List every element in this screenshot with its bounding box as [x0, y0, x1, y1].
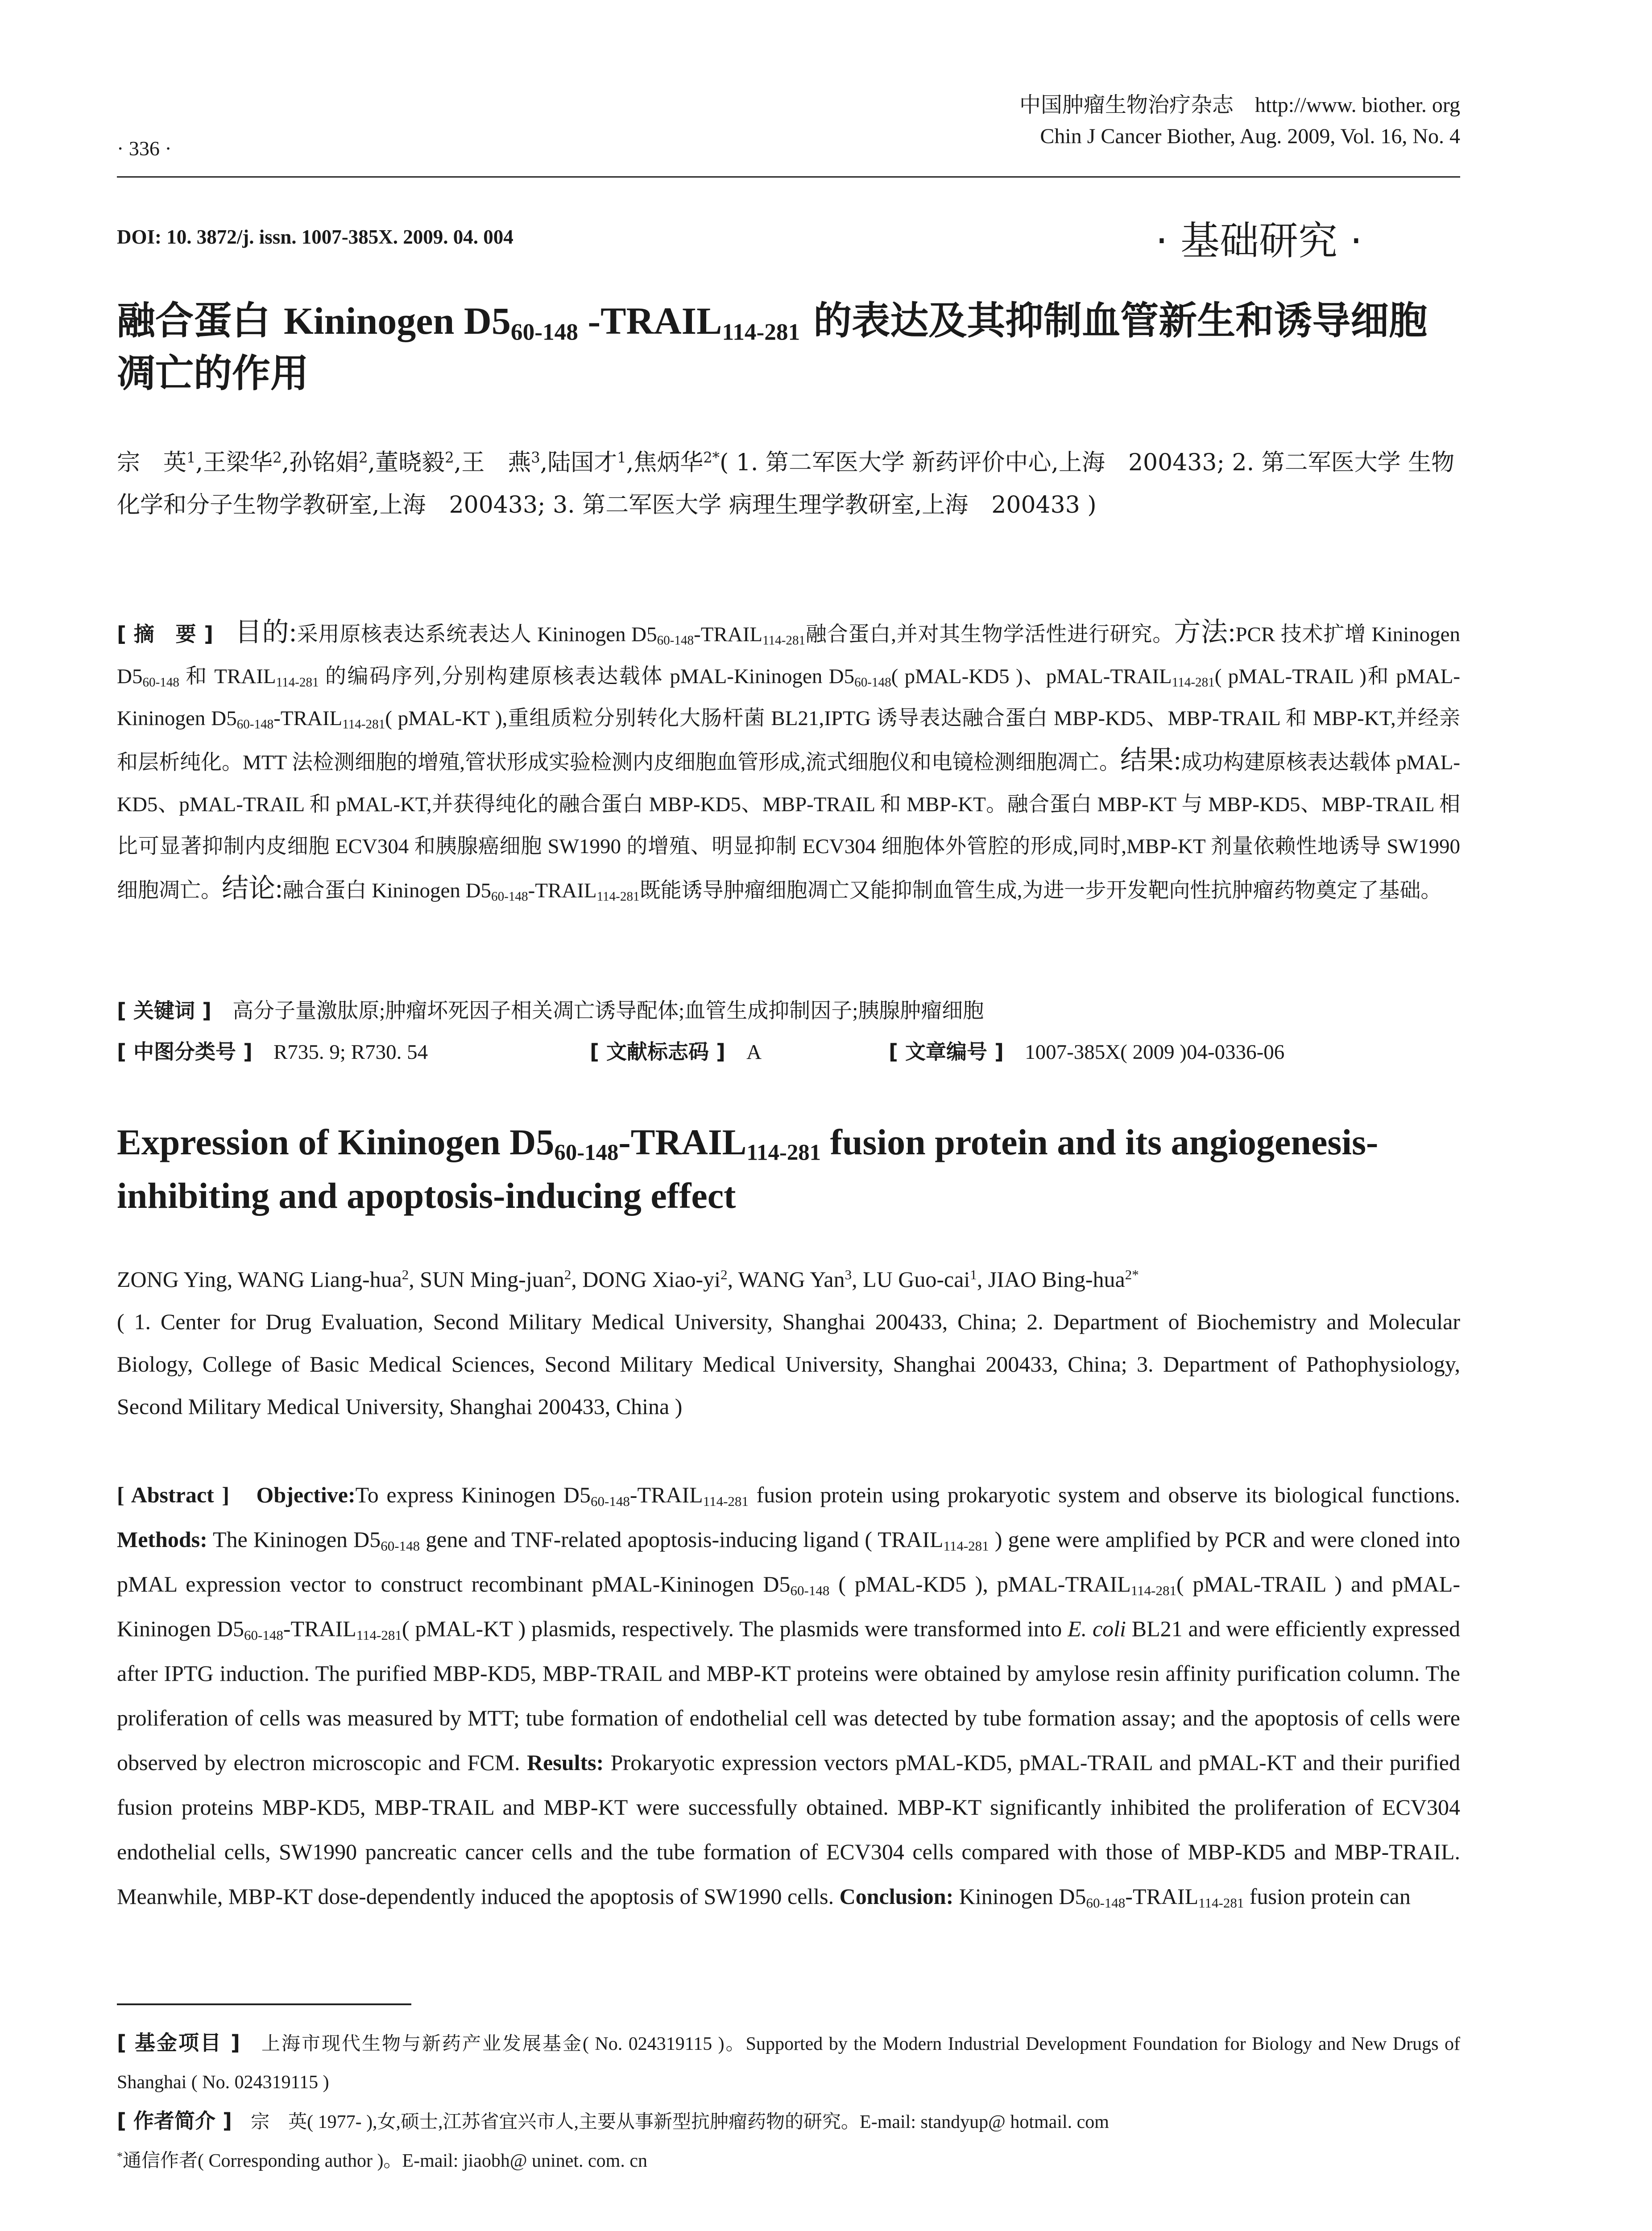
title-en: [117, 1116, 1464, 1223]
affil-mark: 1: [186, 449, 196, 466]
affil-mark: 1: [970, 1266, 977, 1282]
abstract-cn-heading: 方法:: [1174, 618, 1236, 647]
doi: DOI: 10. 3872/j. issn. 1007-385X. 2009. 04. 004: [117, 226, 513, 248]
journal-url: http://www. biother. org: [1255, 93, 1460, 117]
abstract-en-text: ( pMAL-KT ) plasmids, respectively. The plasmids were transformed into: [402, 1616, 1068, 1641]
abstract-en: [117, 1472, 1460, 1919]
abstract-cn-text: ( pMAL-TRAIL )和 pMAL-Kininogen D5: [117, 665, 1461, 730]
abstract-en-tag: [ Abstract ]: [117, 1482, 230, 1507]
affil-mark: 2: [402, 1266, 409, 1282]
keywords-tag: [ 关键词 ]: [117, 999, 212, 1023]
journal-name-cn: 中国肿瘤生物治疗杂志: [1019, 93, 1234, 117]
subscript: 114-281: [762, 633, 806, 648]
title-en-part: fusion protein and its angiogenesis-inhibiting and apoptosis-inducing effect: [117, 1122, 1379, 1216]
keywords-text: 高分子量激肽原;肿瘤坏死因子相关凋亡诱导配体;血管生成抑制因子;胰腺肿瘤细胞: [232, 999, 984, 1023]
abstract-cn-text: 既能诱导肿瘤细胞凋亡又能抑制血管生成,为进一步开发靶向性抗肿瘤药物奠定了基础。: [639, 879, 1442, 902]
subscript: 60-148: [491, 889, 528, 904]
abstract-en-text: Prokaryotic expression vectors pMAL-KD5, pMAL-TRAIL and pMAL-KT and their purified fusion proteins MBP-KD5, MBP-TRAIL and MBP-KT were successfully obtained. MBP-KT significantly inhibited the proliferation of ECV304 endothelial cells, SW1990 pancreatic cancer cells and the tube formation of ECV304 cells compared with those of MBP-KD5 and MBP-TRAIL. Meanwhile, MBP-KT dose-dependently induced the apoptosis of SW1990 cells.: [117, 1750, 1460, 1909]
abstract-en-text: ) gene were amplified by PCR and were cloned into pMAL expression vector to construct recombinant pMAL-Kininogen D5: [117, 1527, 1460, 1597]
funding-text: 上海市现代生物与新药产业发展基金( No. 024319115 )。Supported by the Modern Industrial Development Foundation for Biology and New Drugs of Shanghai ( No. 024319115 ): [117, 2034, 1461, 2093]
abstract-en-heading: Methods:: [117, 1527, 207, 1552]
journal-header-cn: [1019, 87, 1460, 118]
title-cn: [117, 294, 1464, 400]
author-name: ,孙铭娟: [282, 449, 359, 476]
subscript: 60-148: [236, 717, 274, 732]
title-en-sub: 114-281: [746, 1140, 821, 1165]
abstract-en-text: fusion protein using prokaryotic system and observe its biological functions.: [748, 1482, 1460, 1507]
author-name: , JIAO Bing-hua: [977, 1267, 1125, 1292]
doc-code-value: A: [746, 1041, 762, 1064]
title-cn-part: 的表达及其抑制血管新生和诱导细胞凋亡的作用: [117, 299, 1428, 396]
affil-mark: 2*: [703, 449, 720, 466]
footnote-author-bio: [117, 2102, 1460, 2141]
abstract-cn-text: -TRAIL: [273, 707, 343, 730]
article-number-field: [889, 1035, 1284, 1065]
abstract-en-heading: Results:: [527, 1750, 604, 1775]
author-name: 宗 英: [117, 449, 187, 476]
subscript: 60-148: [1086, 1895, 1126, 1911]
subscript: 114-281: [276, 675, 319, 690]
journal-header-en: Chin J Cancer Biother, Aug. 2009, Vol. 16, No. 4: [1040, 124, 1460, 148]
abstract-en-heading: Objective:: [256, 1482, 356, 1507]
abstract-cn-text: ( pMAL-KT ),重组质粒分别转化大肠杆菌 BL21,IPTG 诱导表达融合蛋白 MBP-KD5、MBP-TRAIL 和 MBP-KT,并经亲和层析纯化。MTT 法检测细胞的增殖,管状形成实验检测内皮细胞血管形成,流式细胞仪和电镜检测细胞凋亡。: [117, 707, 1460, 774]
abstract-cn-text: -TRAIL: [528, 879, 597, 902]
abstract-en-text: -TRAIL: [1125, 1884, 1199, 1909]
affil-mark: 3: [531, 449, 540, 466]
abstract-cn-text: PCR 技术扩增 Kininogen D5: [117, 623, 1460, 688]
abstract-cn-text: 的编码序列,分别构建原核表达载体 pMAL-Kininogen D5: [319, 665, 855, 688]
authors-cn: [117, 442, 1464, 527]
author-name: ,董晓毅: [368, 449, 445, 476]
author-name: ,焦炳华: [626, 449, 704, 476]
abstract-en-text: -TRAIL: [283, 1616, 356, 1641]
subscript: 114-281: [1130, 1582, 1176, 1598]
abstract-cn-text: -TRAIL: [694, 623, 763, 646]
footnote-divider: [117, 2003, 411, 2005]
affil-mark: 3: [845, 1266, 852, 1282]
subscript: 60-148: [657, 633, 694, 648]
affiliations-cn: ( 1. 第二军医大学 新药评价中心,上海 200433; 2. 第二军医大学 生物化学和分子生物学教研室,上海 200433; 3. 第二军医大学 病理生理学教研室,上海 200433 ): [117, 449, 1455, 518]
affil-mark: 2: [273, 449, 282, 466]
subscript: 60-148: [790, 1582, 830, 1598]
subscript: 60-148: [854, 675, 891, 690]
abstract-cn-text: ( pMAL-KD5 )、pMAL-TRAIL: [891, 665, 1172, 688]
author-bio-tag: [ 作者简介 ]: [117, 2109, 232, 2133]
title-cn-sub: 114-281: [722, 318, 800, 345]
author-name: , WANG Yan: [727, 1267, 845, 1292]
subscript: 60-148: [142, 675, 179, 690]
affil-mark: 2: [720, 1266, 728, 1282]
authors-en: [117, 1258, 1460, 1428]
subscript: 114-281: [943, 1538, 989, 1554]
abstract-cn-heading: 结论:: [222, 874, 283, 903]
author-name: , DONG Xiao-yi: [571, 1267, 721, 1292]
abstract-en-text: fusion protein can: [1244, 1884, 1411, 1909]
corresponding-mark: *: [117, 2150, 123, 2163]
subscript: 60-148: [591, 1493, 630, 1509]
abstract-en-text: To express Kininogen D5: [355, 1482, 591, 1507]
subscript: 114-281: [1172, 675, 1215, 690]
article-number-tag: [ 文章编号 ]: [889, 1040, 1004, 1064]
title-cn-part: Kininogen D5: [283, 299, 511, 342]
article-number-value: 1007-385X( 2009 )04-0336-06: [1025, 1041, 1285, 1064]
abstract-cn: [117, 611, 1460, 912]
doc-code-tag: [ 文献标志码 ]: [590, 1040, 726, 1064]
subscript: 114-281: [342, 717, 385, 732]
affil-mark: 2*: [1125, 1266, 1139, 1282]
abstract-en-text: -TRAIL: [629, 1482, 703, 1507]
abstract-en-text: BL21 and were efficiently expressed after IPTG induction. The purified MBP-KD5, MBP-TRAIL and MBP-KT proteins were obtained by amylose resin affinity purification column. The proliferation of cells was measured by MTT; tube formation of endothelial cell was detected by tube formation assay; and the apoptosis of cells were observed by electron microscopic and FCM.: [117, 1616, 1460, 1775]
affil-mark: 2: [564, 1266, 571, 1282]
footnote-funding: [117, 2024, 1460, 2102]
subscript: 114-281: [356, 1627, 402, 1643]
author-name: , SUN Ming-juan: [409, 1267, 564, 1292]
title-en-part: Expression of Kininogen D5: [117, 1122, 555, 1162]
author-name: ZONG Ying, WANG Liang-hua: [117, 1267, 402, 1292]
title-en-sub: 60-148: [554, 1140, 619, 1165]
author-name: ,王 燕: [454, 449, 531, 476]
header-divider: [117, 176, 1460, 178]
title-cn-sub: 60-148: [510, 318, 578, 345]
affil-mark: 2: [445, 449, 454, 466]
species-name: E. coli: [1068, 1616, 1126, 1641]
page-number: · 336 ·: [117, 137, 172, 160]
abstract-en-text: Kininogen D5: [953, 1884, 1086, 1909]
author-bio-text: 宗 英( 1977- ),女,硕士,江苏省宜兴市人,主要从事新型抗肿瘤药物的研究。E-mail: standyup@ hotmail. com: [251, 2112, 1109, 2132]
subscript: 60-148: [244, 1627, 283, 1643]
abstract-cn-tag: [ 摘 要 ]: [117, 622, 214, 646]
abstract-en-text: ( pMAL-KD5 ), pMAL-TRAIL: [829, 1572, 1131, 1597]
title-en-part: -TRAIL: [618, 1122, 747, 1162]
abstract-cn-text: 融合蛋白 Kininogen D5: [282, 879, 492, 902]
funding-tag: [ 基金项目 ]: [117, 2031, 240, 2055]
affiliations-en: ( 1. Center for Drug Evaluation, Second Military Medical University, Shanghai 200433, China; 2. Department of Biochemistry and Molecular Biology, College of Basic Medical Sciences, Second Military Medical University, Shanghai 200433, China; 3. Department of Pathophysiology, Second Military Medical University, Shanghai 200433, China ): [117, 1309, 1460, 1419]
affil-mark: 1: [617, 449, 626, 466]
keywords-cn: [117, 994, 984, 1024]
abstract-cn-text: 成功构建原核表达载体 pMAL-KD5、pMAL-TRAIL 和 pMAL-KT,并获得纯化的融合蛋白 MBP-KD5、MBP-TRAIL 和 MBP-KT。融合蛋白 MBP-KT 与 MBP-KD5、MBP-TRAIL 相比可显著抑制内皮细胞 ECV304 和胰腺癌细胞 SW1990 的增殖、明显抑制 ECV304 细胞体外管腔的形成,同时,MBP-KT 剂量依赖性地诱导 SW1990 细胞凋亡。: [117, 751, 1461, 902]
title-cn-part: -TRAIL: [578, 299, 722, 342]
footnote-corresponding: [117, 2142, 1460, 2180]
subscript: 114-281: [596, 889, 640, 904]
doc-code-field: [590, 1035, 762, 1065]
author-name: ,陆国才: [540, 449, 617, 476]
author-name: ,王梁华: [195, 449, 273, 476]
abstract-cn-heading: 目的:: [235, 618, 297, 647]
subscript: 60-148: [381, 1538, 420, 1554]
subscript: 114-281: [703, 1493, 749, 1509]
abstract-cn-heading: 结果:: [1120, 746, 1181, 775]
author-name: , LU Guo-cai: [852, 1267, 970, 1292]
abstract-cn-text: 和 TRAIL: [179, 665, 276, 688]
corresponding-text: 通信作者( Corresponding author )。E-mail: jiaobh@ uninet. com. cn: [123, 2151, 647, 2171]
affil-mark: 2: [359, 449, 368, 466]
abstract-en-text: gene and TNF-related apoptosis-inducing ligand ( TRAIL: [420, 1527, 944, 1552]
clc-value: R735. 9; R730. 54: [273, 1041, 428, 1064]
abstract-cn-text: 采用原核表达系统表达人 Kininogen D5: [296, 623, 657, 646]
subscript: 114-281: [1198, 1895, 1244, 1911]
clc-tag: [ 中图分类号 ]: [117, 1040, 253, 1064]
abstract-en-text: ( pMAL-TRAIL ) and pMAL-Kininogen D5: [117, 1572, 1460, 1641]
clc-field: [117, 1035, 428, 1065]
title-cn-part: 融合蛋白: [117, 299, 284, 343]
abstract-en-heading: Conclusion:: [839, 1884, 954, 1909]
abstract-en-text: The Kininogen D5: [207, 1527, 381, 1552]
section-tag: · 基础研究 ·: [1155, 218, 1362, 264]
abstract-cn-text: 融合蛋白,并对其生物学活性进行研究。: [805, 623, 1174, 646]
